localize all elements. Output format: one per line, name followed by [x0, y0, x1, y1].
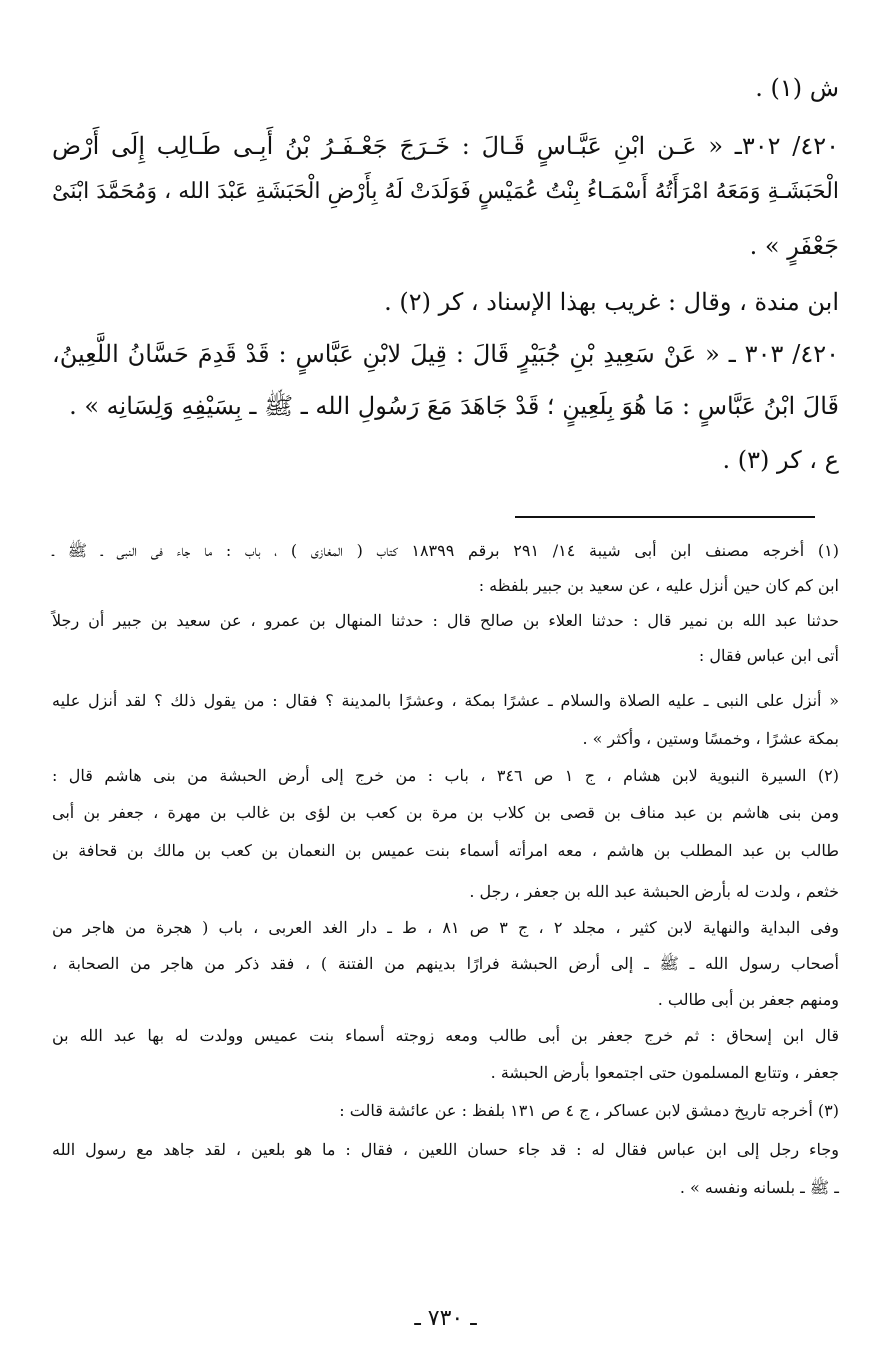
footnote-2-line: أصحاب رسول الله ـ ﷺ ـ إلى أرض الحبشة فرارًا بدينهم من الفتنة ) ، فقد ذكر من هاجر من الصحابة ، [52, 954, 839, 973]
footnote-divider [515, 516, 815, 518]
main-text-line: ش (١) . [755, 74, 839, 102]
footnote-3-line: ـ ﷺ ـ بلسانه ونفسه » . [679, 1178, 839, 1197]
hadith-302-line-1: ٤٢٠/ ٣٠٢ـ « عَـن ابْنِ عَبَّـاسٍ قَـالَ : خَـرَجَ جَعْـفَـرُ بْنُ أَبِـى طَـالِب إِلَى أَرْض [52, 132, 840, 160]
footnote-1-line: أتى ابن عباس فقال : [698, 646, 839, 665]
footnote-2-line: قال ابن إسحاق : ثم خرج جعفر بن أبى طالب ومعه زوجته أسماء بنت عميس وولدت له بها عبد الله بن [52, 1026, 840, 1045]
footnote-2-line: (٢) السيرة النبوية لابن هشام ، ج ١ ص ٣٤٦ ، باب : من خرج إلى أرض الحبشة من بنى هاشم قال : [52, 766, 839, 785]
footnote-2-line: ومن بنى هاشم بن عبد مناف بن قصى بن كلاب بن مرة بن كعب بن لؤى بن غالب بن مهرة ، جعفر بن أبى [52, 803, 839, 822]
footnote-1-line: (١) أخرجه مصنف ابن أبى شيبة ١٤/ ٢٩١ برقم ١٨٣٩٩ كتاب ( المغازى ) ، باب : ما جاء فى النبى ـ ﷺ ـ [52, 541, 840, 560]
footnote-3-line: (٣) أخرجه تاريخ دمشق لابن عساكر ، ج ٤ ص ١٣١ بلفظ : عن عائشة قالت : [339, 1101, 839, 1120]
hadith-303-line-1: ٤٢٠/ ٣٠٣ ـ « عَنْ سَعِيدِ بْنِ جُبَيْرٍ قَالَ : قِيلَ لابْنِ عَبَّاسٍ : قَدْ قَدِمَ حَسَّانُ اللَّعِينُ، [52, 340, 839, 368]
footnote-2-line: طالب بن عبد المطلب بن هاشم ، معه امرأته أسماء بنت عميس بن النعمان بن كعب بن مالك بن قحافة بن [52, 841, 839, 860]
hadith-303-source: ع ، كر (٣) . [722, 446, 839, 474]
hadith-303-line-2: قَالَ ابْنُ عَبَّاسٍ : مَا هُوَ بِلَعِينٍ ؛ قَدْ جَاهَدَ مَعَ رَسُولِ الله ـ ﷺ ـ بِسَيْفِهِ وَلِسَانِه » . [69, 392, 839, 420]
hadith-302-source: ابن مندة ، وقال : غريب بهذا الإسناد ، كر (٢) . [384, 288, 839, 316]
page-number: ـ ٧٣٠ ـ [414, 1306, 477, 1331]
footnote-2-line: جعفر ، وتتابع المسلمون حتى اجتمعوا بأرض الحبشة . [490, 1063, 839, 1082]
footnote-2-line: وفى البداية والنهاية لابن كثير ، مجلد ٢ ، ج ٣ ص ٨١ ، ط ـ دار الغد العربى ، باب ( هجرة من هاجر من [52, 918, 840, 937]
hadith-302-line-2: الْحَبَشَـةِ وَمَعَهُ امْرَأَتُهُ أَسْمَـاءُ بِنْتُ عُمَيْسٍ فَوَلَدَتْ لَهُ بِأَرْضِ الْحَبَشَةِ عَبْدَ الله ، وَمُحَمَّدَ ابْنَىْ [52, 179, 839, 204]
footnote-2-line: خثعم ، ولدت له بأرض الحبشة عبد الله بن جعفر ، رجل . [469, 882, 839, 901]
footnote-1-line: بمكة عشرًا ، وخمسًا وستين ، وأكثر » . [582, 729, 839, 748]
hadith-302-line-3: جَعْفَرٍ » . [749, 232, 839, 260]
footnote-1-line: حدثنا عبد الله بن نمير قال : حدثنا العلاء بن صالح قال : حدثنا المنهال بن عمرو ، عن سعيد بن جبير أن رجلاً [52, 611, 839, 630]
footnote-1-line: ابن كم كان حين أنزل عليه ، عن سعيد بن جبير بلفظه : [478, 576, 839, 595]
footnote-2-line: ومنهم جعفر بن أبى طالب . [657, 990, 839, 1009]
footnote-3-line: وجاء رجل إلى ابن عباس فقال له : قد جاء حسان اللعين ، فقال : ما هو بلعين ، لقد جاهد مع رسول الله [52, 1140, 839, 1159]
footnote-1-line: « أنزل على النبى ـ عليه الصلاة والسلام ـ عشرًا بمكة ، وعشرًا بالمدينة ؟ فقال : من يقول ذلك ؟ لقد أنزل عليه [52, 691, 840, 710]
